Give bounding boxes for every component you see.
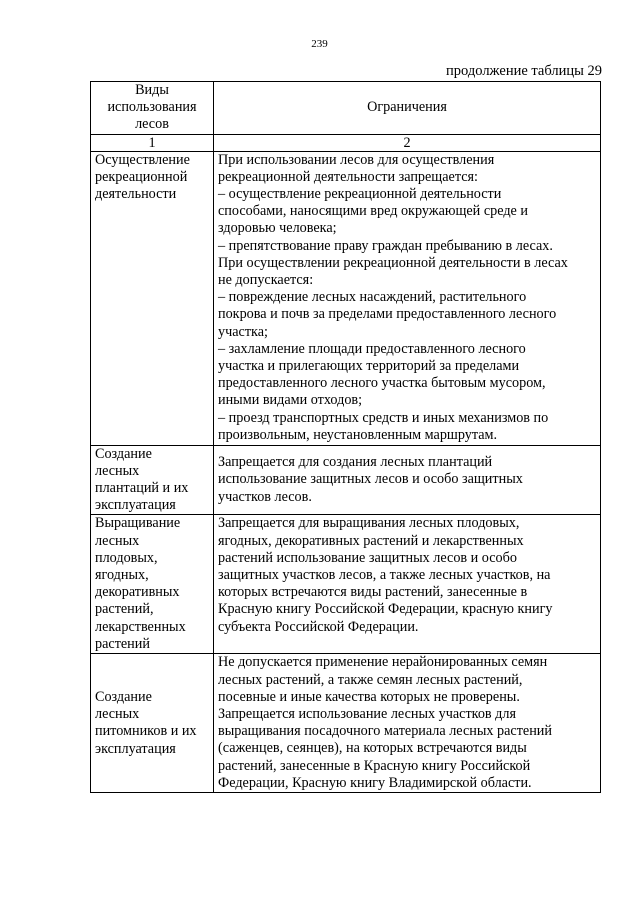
restriction-line: рекреационной деятельности запрещается: xyxy=(218,168,478,185)
activity-line: декоративных xyxy=(95,584,180,601)
restriction-line: не допускается: xyxy=(218,272,314,289)
restriction-line: При осуществлении рекреационной деятельности в лесах xyxy=(218,254,568,271)
activity-line: лекарственных xyxy=(95,618,186,635)
activity-line: плантаций и их xyxy=(95,480,189,497)
activity-line: лесных xyxy=(95,532,140,549)
table-header-row xyxy=(91,82,601,135)
restriction-line: Запрещается для создания лесных плантаций xyxy=(218,454,493,471)
restriction-line: лесных растений, а также семян лесных растений, xyxy=(218,671,523,688)
restriction-line: ягодных, декоративных растений и лекарственных xyxy=(218,532,524,549)
table-row xyxy=(91,515,601,654)
header-restrictions xyxy=(214,82,601,135)
restriction-line: покрова и почв за пределами предоставленного лесного xyxy=(218,306,557,323)
table-row xyxy=(91,151,601,445)
activity-line: ягодных, xyxy=(95,567,149,584)
activity-line: лесных xyxy=(95,706,140,723)
header-line: использования xyxy=(107,99,197,116)
restriction-line: здоровью человека; xyxy=(218,220,337,237)
restriction-line: При использовании лесов для осуществления xyxy=(218,151,495,168)
activity-line: плодовых, xyxy=(95,549,158,566)
restrictions-table xyxy=(90,81,601,793)
table-continuation-label: продолжение таблицы 29 xyxy=(446,63,602,79)
restriction-cell xyxy=(214,654,601,793)
activity-line: Осуществление xyxy=(95,151,190,168)
table-row xyxy=(91,654,601,793)
restriction-line: – проезд транспортных средств и иных механизмов по xyxy=(218,409,549,426)
activity-line: Создание xyxy=(95,445,152,462)
restriction-line: защитных участков лесов, а также лесных участков, на xyxy=(218,567,551,584)
activity-line: эксплуатация xyxy=(95,497,176,514)
activity-line: лесных xyxy=(95,462,140,479)
restriction-line: – осуществление рекреационной деятельности xyxy=(218,186,502,203)
table-row xyxy=(91,445,601,515)
restriction-line: (саженцев, сеянцев), на которых встречаются виды xyxy=(218,740,527,757)
column-number: 2 xyxy=(214,134,601,151)
restriction-line: Федерации, Красную книгу Владимирской области. xyxy=(218,774,532,791)
restriction-line: посевные и иные качества которых не проверены. xyxy=(218,688,520,705)
restriction-line: Запрещается для выращивания лесных плодовых, xyxy=(218,515,520,532)
restriction-line: – захламление площади предоставленного лесного xyxy=(218,340,526,357)
page-number: 239 xyxy=(311,38,328,50)
header-line: Виды xyxy=(135,82,169,98)
header-line: Ограничения xyxy=(367,99,447,116)
restriction-line: которых встречаются виды растений, занесенные в xyxy=(218,584,528,601)
restriction-line: выращивания посадочного материала лесных растений xyxy=(218,723,552,740)
restriction-line: – препятствование праву граждан пребыванию в лесах. xyxy=(218,237,553,254)
activity-line: Выращивание xyxy=(95,515,181,532)
activity-line: растений xyxy=(95,635,150,652)
restriction-line: иными видами отходов; xyxy=(218,392,363,409)
restriction-line: участка; xyxy=(218,323,268,340)
restriction-line: Запрещается использование лесных участков для xyxy=(218,706,517,723)
column-number-row xyxy=(91,134,601,151)
activity-line: эксплуатация xyxy=(95,740,176,757)
activity-cell xyxy=(91,515,214,654)
restriction-cell xyxy=(214,445,601,515)
activity-cell xyxy=(91,151,214,445)
restriction-line: субъекта Российской Федерации. xyxy=(218,618,419,635)
activity-line: рекреационной xyxy=(95,168,188,185)
restriction-line: – повреждение лесных насаждений, растительного xyxy=(218,289,527,306)
header-activity-type xyxy=(91,82,214,135)
column-number: 1 xyxy=(91,134,214,151)
restriction-line: участков лесов. xyxy=(218,488,312,505)
activity-cell xyxy=(91,654,214,793)
restriction-line: произвольным, неустановленным маршрутам. xyxy=(218,426,498,443)
activity-line: растений, xyxy=(95,601,154,618)
activity-cell xyxy=(91,445,214,515)
restriction-cell xyxy=(214,515,601,654)
restriction-line: участка и прилегающих территорий за пределами xyxy=(218,358,520,375)
restriction-line: Не допускается применение нерайонированных семян xyxy=(218,654,548,671)
activity-line: деятельности xyxy=(95,186,177,203)
restriction-line: Красную книгу Российской Федерации, красную книгу xyxy=(218,601,553,618)
activity-line: питомников и их xyxy=(95,723,197,740)
activity-line: Создание xyxy=(95,689,152,706)
restriction-cell xyxy=(214,151,601,445)
restriction-line: использование защитных лесов и особо защитных xyxy=(218,471,523,488)
header-line: лесов xyxy=(135,116,169,133)
restriction-line: растений, занесенные в Красную книгу Российской xyxy=(218,757,531,774)
restriction-line: растений использование защитных лесов и особо xyxy=(218,549,517,566)
restriction-line: способами, наносящими вред окружающей среде и xyxy=(218,203,528,220)
restriction-line: предоставленного лесного участка бытовым мусором, xyxy=(218,375,546,392)
